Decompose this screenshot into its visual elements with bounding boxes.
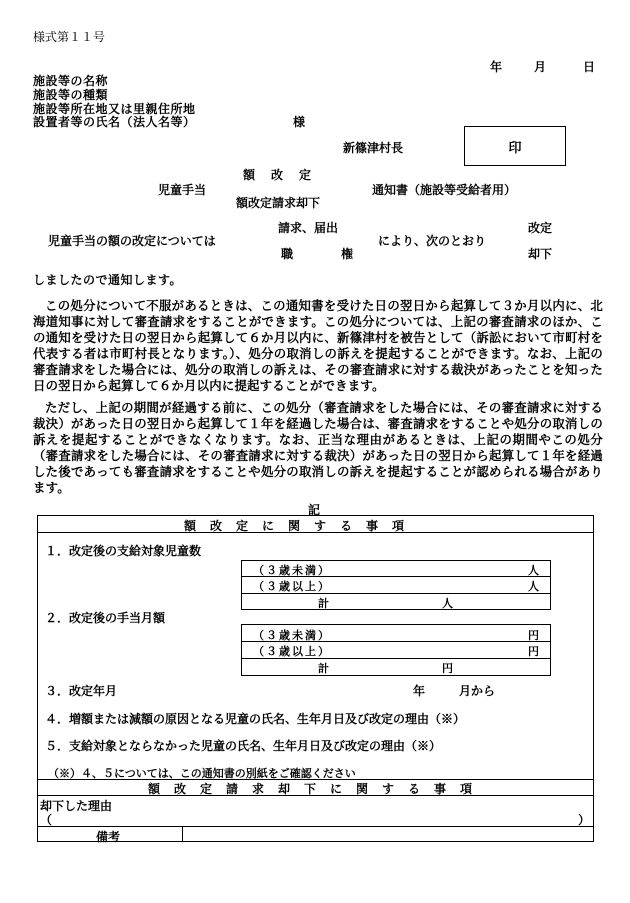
form-number: 様式第１１号 [33,30,106,44]
amount-under3-label: （３歳未満） [253,629,331,642]
notify-text: しましたので通知します。 [33,273,183,287]
date-year: 年 [490,60,503,74]
children-total-unit: 人 [442,597,453,610]
date-day: 日 [583,60,596,74]
children-under3-unit: 人 [528,564,539,577]
item4-label: ４．増額または減額の原因となる児童の氏名、生年月日及び改定の理由（※） [45,712,466,726]
note-text: （※）４、５については、この通知書の別紙をご確認ください [48,767,356,780]
item3-year: 年 [413,684,426,698]
title-bottom: 額改定請求却下 [236,196,321,210]
seal-box [464,126,566,166]
reason-opt2a: 職 [281,247,294,261]
reason-lead: 児童手当の額の改定については [48,234,216,248]
children-total-label: 計 [318,597,329,610]
reason-middle: により、次のとおり [378,234,487,248]
seal-mark: 印 [508,140,522,156]
issuer-name: 新篠津村長 [343,141,404,155]
paren-open: （ [40,813,53,827]
title-right: 通知書（施設等受給者用） [372,183,517,197]
amount-total-unit: 円 [442,662,453,675]
remarks-label: 備考 [96,830,121,844]
ki-mark: 記 [308,503,321,517]
item3-month: 月から [459,684,496,698]
rejection-section-header: 額 改 定 請 求 却 下 に 関 す る 事 項 [148,782,474,796]
reason-opt2b: 権 [341,247,354,261]
date-month: 月 [534,60,547,74]
result-reject: 却下 [528,247,553,261]
title-left: 児童手当 [158,183,207,197]
facility-owner-label: 設置者等の氏名（法人名等） [33,115,196,129]
children-over3-label: （３歳以上） [253,580,331,593]
amount-over3-label: （３歳以上） [253,645,331,658]
reason-opt1: 請求、届出 [278,221,339,235]
item2-label: ２．改定後の手当月額 [45,611,166,625]
item1-label: １．改定後の支給対象児童数 [45,544,202,558]
children-over3-unit: 人 [528,580,539,593]
facility-type-label: 施設等の種類 [33,88,109,102]
paren-close: ） [578,813,591,827]
result-revise: 改定 [528,221,553,235]
facility-address-label: 施設等所在地又は里親住所地 [33,102,196,116]
amount-total-label: 計 [318,662,329,675]
divider [37,826,594,827]
title-top: 額 改 定 [243,168,314,182]
amount-over3-unit: 円 [528,645,539,658]
facility-name-label: 施設等の名称 [33,74,109,88]
children-under3-label: （３歳未満） [253,564,331,577]
item3-label: ３．改定年月 [45,684,118,698]
revision-section-header: 額 改 定 に 関 す る 事 項 [184,519,406,533]
appeal-paragraph-1: この処分について不服があるときは、この通知書を受けた日の翌日から起算して３か月以内に、北海道知事に対して審査請求をすることができます。この処分については、上記の審査請求のほか、この通知を受けた日の翌日から起算して６か月以内に、新篠津村を被告として（訴訟において市町村を代表する者は市町村長となります。）、処分の取消しの訴えを提起することができます。なお、上記の審査請求をした場合には、処分の取消しの訴えは、その審査請求に対する裁決があったことを知った日の翌日から起算して６か月以内に提起することができます。 [33,298,603,393]
divider [182,826,183,842]
rejection-reason-label: 却下した理由 [40,799,113,813]
honorific: 様 [293,115,306,129]
item5-label: ５．支給対象とならなかった児童の氏名、生年月日及び改定の理由（※） [45,739,442,753]
amount-under3-unit: 円 [528,629,539,642]
appeal-paragraph-2: ただし、上記の期間が経過する前に、この処分（審査請求をした場合には、その審査請求に対する裁決）があった日の翌日から起算して１年を経過した場合は、審査請求をすることや処分の取消しの訴えを提起することができなくなります。なお、正当な理由があるときは、上記の期間やこの処分（審査請求をした場合には、その審査請求に対する裁決）があった日の翌日から起算して１年を経過した後であっても審査請求をすることや処分の取消しの訴えを提起することが認められる場合があります。 [33,400,603,495]
